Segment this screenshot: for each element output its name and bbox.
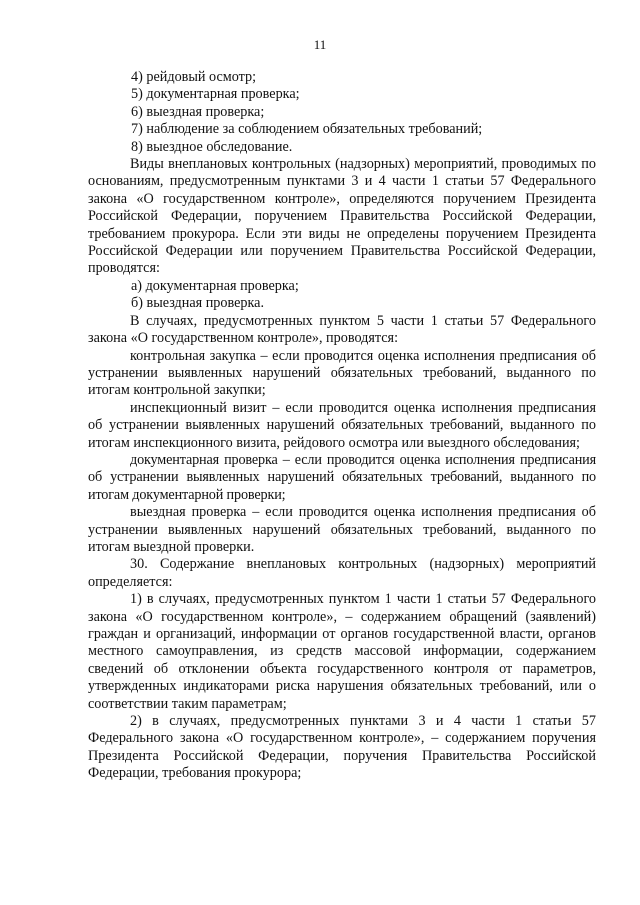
paragraph-subpoint-1: 1) в случаях, предусмотренных пунктом 1 части 1 статьи 57 Федерального закона «О государственном контроле», – содержанием обращений (заявлений) граждан и организаций, информации от органов государственной власти, органов местного самоуправления, из средств массовой информации, содержанием сведений об отклонении объекта государственного контроля от параметров, утвержденных индикаторами риска нарушения обязательных требований, или о соответствии таким параметрам;: [88, 591, 596, 712]
paragraph-subpoint-2: 2) в случаях, предусмотренных пунктами 3 и 4 части 1 статьи 57 Федерального закона «О государственном контроле», – содержанием поручения Президента Российской Федерации, поручения Правительства Российской Федерации, требования прокурора;: [88, 713, 596, 782]
list-item-4: 4) рейдовый осмотр;: [131, 69, 257, 85]
list-item-6: 6) выездная проверка;: [131, 103, 265, 120]
paragraph-control-purchase: контрольная закупка – если проводится оценка исполнения предписания об устранении выявленных нарушений обязательных требований, выданного по итогам контрольной закупки;: [88, 347, 596, 399]
list-item-8: 8) выездное обследование.: [131, 138, 293, 155]
page-number: 11: [313, 37, 327, 52]
paragraph-cases-point-5: В случаях, предусмотренных пунктом 5 части 1 статьи 57 Федерального закона «О государственном контроле», проводятся:: [88, 312, 596, 347]
list-item-b: б) выездная проверка.: [131, 295, 265, 312]
list-item-5: 5) документарная проверка;: [131, 86, 300, 103]
paragraph-unscheduled-types: Виды внеплановых контрольных (надзорных) мероприятий, проводимых по основаниям, предусмотренным пунктами 3 и 4 части 1 статьи 57 Федерального закона «О государственном контроле», определяются поручением Президента Российской Федерации, поручением Правительства Российской Федерации, требованием прокурора. Если эти виды не определены поручением Президента Российской Федерации или поручением Правительства Российской Федерации, проводятся:: [88, 156, 596, 277]
paragraph-inspection-visit: инспекционный визит – если проводится оценка исполнения предписания об устранении выявленных нарушений обязательных требований, выданного по итогам инспекционного визита, рейдового осмотра или выездного обследования;: [88, 399, 596, 451]
list-item-a: а) документарная проверка;: [131, 277, 299, 294]
paragraph-onsite-check: выездная проверка – если проводится оценка исполнения предписания об устранении выявленных нарушений обязательных требований, выданного по итогам выездной проверки.: [88, 504, 596, 555]
paragraph-documentary-check: документарная проверка – если проводится оценка исполнения предписания об устранении выявленных нарушений обязательных требований, выданного по итогам документарной проверки;: [88, 451, 596, 503]
list-item-7: 7) наблюдение за соблюдением обязательных требований;: [131, 121, 483, 138]
document-body: [88, 69, 596, 783]
paragraph-section-30: 30. Содержание внеплановых контрольных (надзорных) мероприятий определяется:: [88, 556, 596, 590]
